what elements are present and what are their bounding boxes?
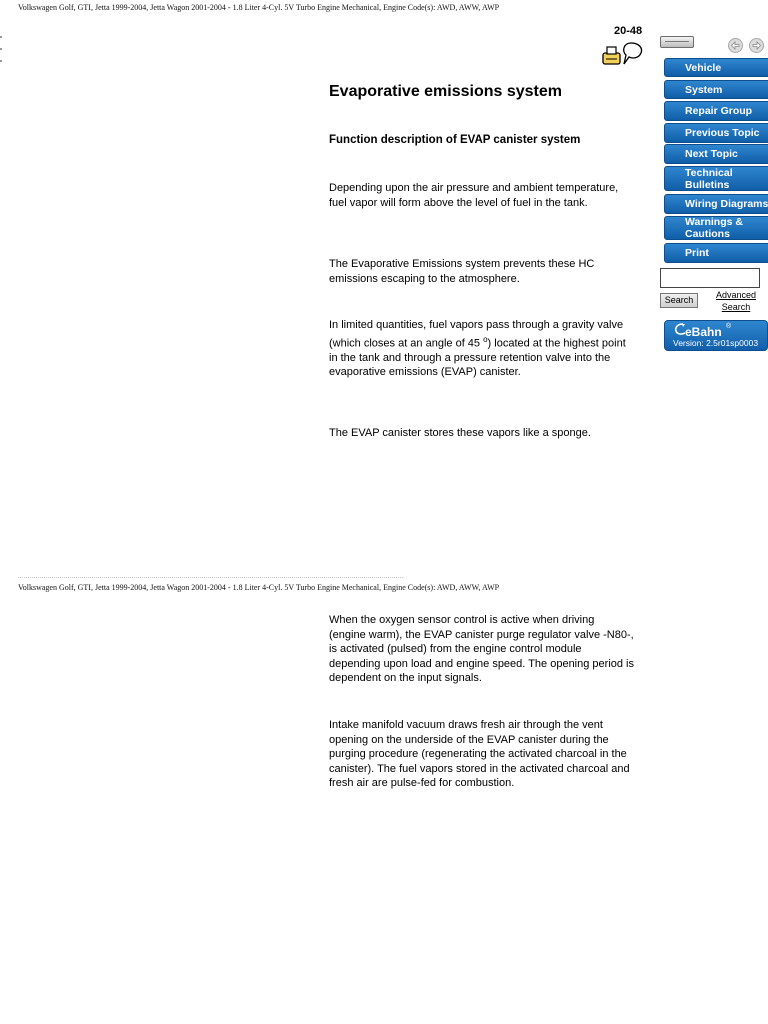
paragraph xyxy=(329,318,634,380)
nav-next-topic-button[interactable]: Next Topic xyxy=(664,144,768,164)
print-icon[interactable] xyxy=(601,40,645,68)
registered-mark: ® xyxy=(726,323,732,330)
page-number: 20-48 xyxy=(614,25,643,37)
paragraph-text: In limited quantities, fuel vapors pass through a gravity valve (which closes at an angle of 45 xyxy=(329,319,624,350)
page-break-divider xyxy=(18,577,403,579)
paragraph: Intake manifold vacuum draws fresh air through the vent opening on the underside of the EVAP canister during the purging procedure (regenerating the activated charcoal in the canister). The fuel vapors stored in the activated charcoal and fresh air are pulse-fed for combustion. xyxy=(329,719,630,790)
advanced-search-link[interactable]: Advanced Search xyxy=(715,290,757,312)
nav-vehicle-button[interactable]: Vehicle xyxy=(664,58,768,77)
nav-print-button[interactable]: Print xyxy=(664,243,768,263)
scan-mark xyxy=(0,48,2,50)
version-label: Version: 2.5r01sp0003 xyxy=(673,338,759,348)
paragraph: When the oxygen sensor control is active when driving (engine warm), the EVAP canister purge regulator valve -N80-, is activated (pulsed) from the engine control module depending upon load and engine speed. The opening period is dependent on the input signals. xyxy=(329,614,634,685)
running-header-page-2: Volkswagen Golf, GTI, Jetta 1999-2004, Jetta Wagon 2001-2004 - 1.8 Liter 4-Cyl. 5V Turbo Engine Mechanical, Engine Code(s): AWD, AWW, AWP xyxy=(18,583,500,592)
degree-superscript: o xyxy=(483,334,488,344)
paragraph-text: ) located at the highest point in the tank and through a pressure retention valve into the evaporative emissions (EVAP) canister. xyxy=(329,337,626,379)
back-arrow-icon[interactable] xyxy=(728,38,743,53)
paragraph: Depending upon the air pressure and ambient temperature, fuel vapor will form above the level of fuel in the tank. xyxy=(329,182,619,209)
scan-mark xyxy=(0,36,2,38)
forward-arrow-icon[interactable] xyxy=(749,38,764,53)
search-button[interactable]: Search xyxy=(660,293,698,308)
section-subtitle: Function description of EVAP canister system xyxy=(329,134,581,146)
nav-system-button[interactable]: System xyxy=(664,80,768,99)
paragraph: The Evaporative Emissions system prevents these HC emissions escaping to the atmosphere. xyxy=(329,258,595,285)
nav-warnings-cautions-button[interactable]: Warnings & Cautions xyxy=(664,216,768,240)
nav-wiring-diagrams-button[interactable]: Wiring Diagrams xyxy=(664,194,768,214)
scan-mark xyxy=(0,60,2,62)
toolbar-button[interactable] xyxy=(660,36,694,48)
ebahn-logo[interactable] xyxy=(664,320,768,351)
running-header: Volkswagen Golf, GTI, Jetta 1999-2004, Jetta Wagon 2001-2004 - 1.8 Liter 4-Cyl. 5V Turbo Engine Mechanical, Engine Code(s): AWD, AWW, AWP xyxy=(18,3,500,12)
nav-technical-bulletins-button[interactable]: Technical Bulletins xyxy=(664,166,768,191)
ebahn-name: eBahn xyxy=(685,325,722,339)
nav-repair-group-button[interactable]: Repair Group xyxy=(664,101,768,121)
nav-previous-topic-button[interactable]: Previous Topic xyxy=(664,123,768,143)
search-input[interactable] xyxy=(660,268,760,288)
page-title: Evaporative emissions system xyxy=(329,83,563,100)
paragraph: The EVAP canister stores these vapors like a sponge. xyxy=(329,427,591,439)
